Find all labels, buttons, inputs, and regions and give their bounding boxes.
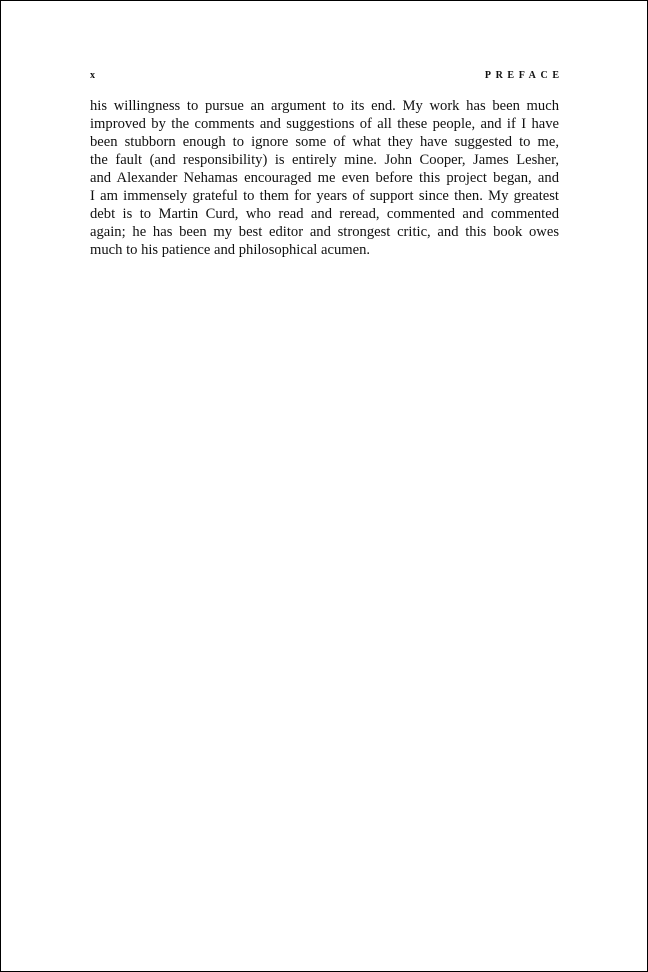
text-line: debt is to Martin Curd, who read and reread, commented and commented	[90, 206, 559, 222]
page-number: x	[90, 70, 95, 81]
text-line: I am immensely grateful to them for years of support since then. My greatest	[90, 188, 559, 204]
text-line: his willingness to pursue an argument to its end. My work has been much	[90, 98, 559, 114]
text-line: and Alexander Nehamas encouraged me even before this project began, and	[90, 170, 559, 186]
text-line: again; he has been my best editor and strongest critic, and this book owes	[90, 224, 559, 240]
running-head	[90, 70, 564, 84]
text-line: much to his patience and philosophical acumen.	[90, 242, 371, 258]
running-title: PREFACE	[484, 70, 564, 81]
text-line: been stubborn enough to ignore some of what they have suggested to me,	[90, 134, 559, 150]
text-line: improved by the comments and suggestions of all these people, and if I have	[90, 116, 559, 132]
text-line: the fault (and responsibility) is entirely mine. John Cooper, James Lesher,	[90, 152, 559, 168]
preface-paragraph	[90, 97, 559, 259]
